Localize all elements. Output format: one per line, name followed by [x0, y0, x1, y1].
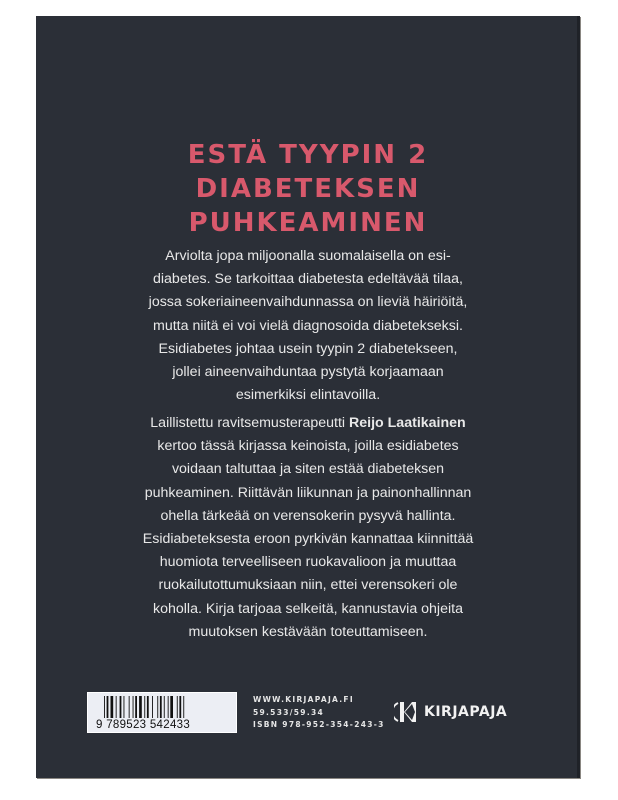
website-text: WWW.KIRJAPAJA.FI	[253, 695, 354, 704]
barcode-bars	[104, 696, 204, 718]
text-line: ruokailutottumuksiaan niin, ettei verensokeri ole	[158, 577, 458, 594]
text-line: puhkeaminen. Riittävän liikunnan ja painonhallinnan	[144, 484, 472, 501]
text-line: kertoo tässä kirjassa keinoista, joilla esidiabetes	[157, 438, 459, 455]
blurb-paragraph-1	[36, 245, 580, 407]
isbn-text: ISBN 978-952-354-243-3	[253, 720, 385, 730]
text-line: jollei aineenvaihduntaa pystytä korjaamaan	[172, 364, 444, 381]
title-line: PUHKEAMINEN	[188, 208, 428, 238]
text-line: jossa sokeriaineenvaihdunnassa on lieviä häiriöitä,	[148, 294, 468, 311]
text-line: Esidiabeteksesta eroon pyrkivän kannattaa kiinnittää	[142, 531, 474, 548]
text-line: mutta niitä ei voi vielä diagnosoida diabetekseksi.	[153, 317, 463, 334]
back-cover-title	[36, 138, 580, 240]
blurb-paragraph-2	[36, 412, 580, 644]
barcode-number: 9 789523 542433	[96, 719, 191, 731]
text-line: huomiota terveelliseen ruokavalioon ja muuttaa	[159, 554, 457, 571]
publisher-logo	[394, 700, 507, 724]
text-line	[36, 412, 580, 435]
text-line: muutoksen kestävään toteuttamiseen.	[188, 623, 428, 640]
title-line: ESTÄ TYYPIN 2	[187, 140, 429, 170]
text-line: Esidiabetes johtaa usein tyypin 2 diabetekseen,	[158, 340, 458, 357]
text-line: koholla. Kirja tarjoaa selkeitä, kannustavia ohjeita	[153, 600, 463, 617]
author-name: Reijo Laatikainen	[349, 415, 466, 431]
text-line: esimerkiksi elintavoilla.	[235, 387, 381, 404]
title-line: DIABETEKSEN	[195, 174, 421, 204]
publisher-info	[253, 694, 385, 732]
text-line: Arviolta jopa miljoonalla suomalaisella on esi-	[165, 248, 451, 264]
isbn-barcode	[87, 692, 237, 733]
text-prefix: Laillistettu ravitsemusterapeutti	[150, 415, 350, 431]
text-line: voidaan taltuttaa ja siten estää diabeteksen	[171, 461, 445, 478]
text-line: diabetes. Se tarkoittaa diabetesta edeltävää tilaa,	[153, 271, 463, 288]
classification-text: 59.533/59.34	[253, 707, 325, 717]
publisher-name: KIRJAPAJA	[424, 704, 508, 720]
book-back-cover	[36, 16, 580, 778]
text-line: ohella tärkeää on verensokerin pysyvä hallinta.	[160, 507, 456, 524]
kirjapaja-k-icon	[394, 700, 418, 724]
